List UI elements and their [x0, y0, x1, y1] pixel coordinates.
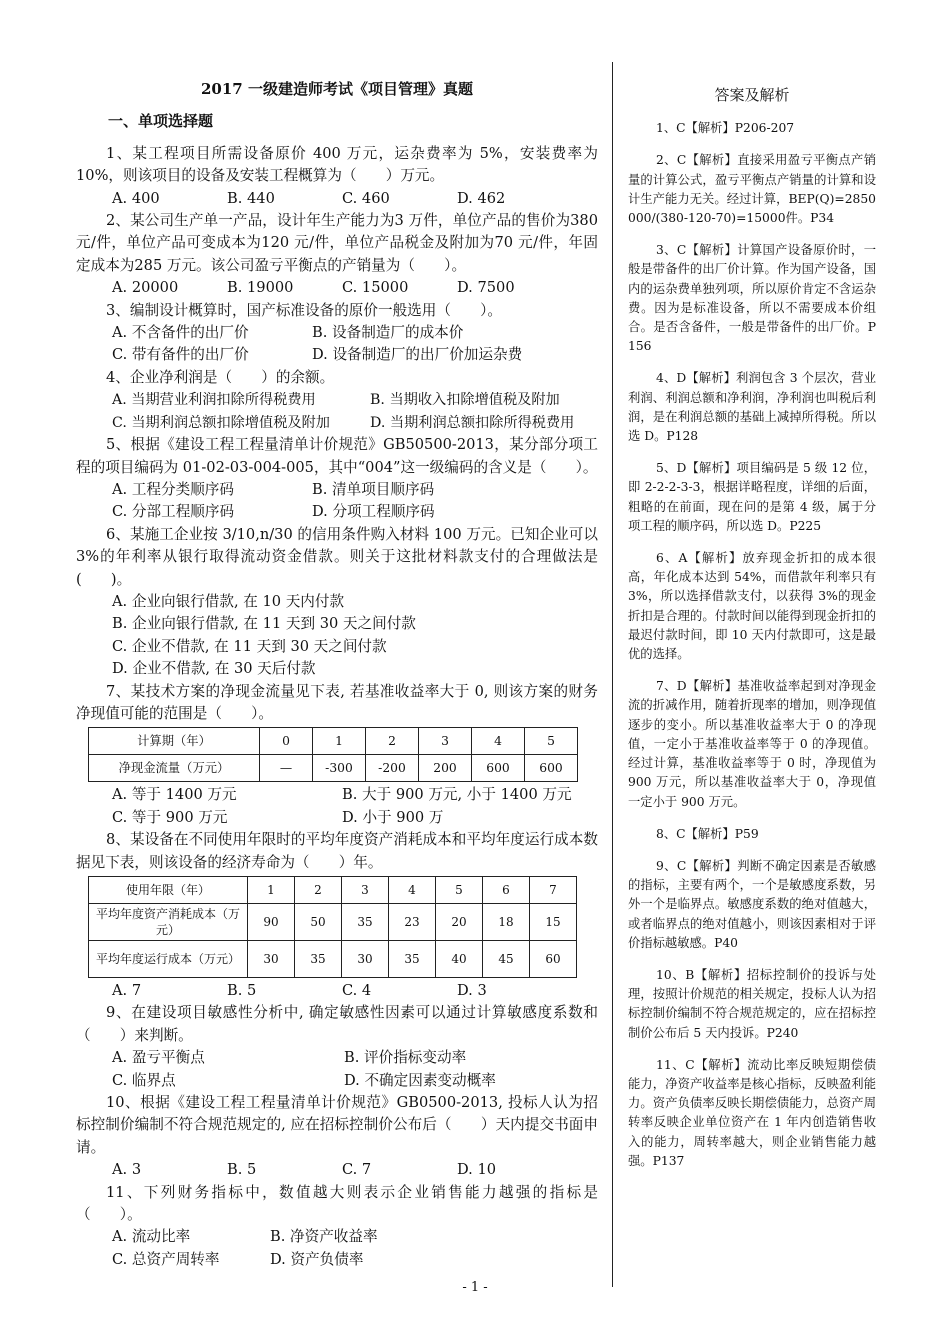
- question-2: 2、某公司生产单一产品，设计年生产能力为3 万件，单位产品的售价为380 元/件，单位产品可变成本为120 元/件，单位产品税金及附加为70 元/件，年固定成本为285 万元。该公司盈亏平衡点的产销量为（ ）。: [76, 212, 598, 274]
- table-cell: 35: [389, 941, 436, 978]
- answer-1: 1、C【解析】P206-207: [656, 121, 795, 136]
- cash-flow-table: [88, 727, 578, 782]
- option: D. 7500: [457, 279, 515, 297]
- option: C. 带有备件的出厂价: [112, 346, 249, 364]
- page-number: - 1 -: [462, 1280, 488, 1295]
- question-3: 3、编制设计概算时，国产标准设备的原价一般选用（ ）。: [106, 301, 503, 319]
- option: C. 7: [342, 1161, 372, 1179]
- cost-table: [88, 876, 577, 978]
- option: C. 分部工程顺序码: [112, 503, 235, 521]
- options-2: [112, 277, 598, 299]
- question-1: 1、某工程项目所需设备原价 400 万元，运杂费率为 5%，安装费率为 10%，则该项目的设备及安装工程概算为（ ）万元。: [76, 144, 598, 185]
- options-10: [112, 1159, 598, 1181]
- table-cell: 6: [483, 877, 530, 904]
- table-cell: 30: [342, 941, 389, 978]
- option: D. 不确定因素变动概率: [344, 1071, 496, 1089]
- table-cell: 600: [472, 755, 525, 782]
- answer-2: 2、C【解析】直接采用盈亏平衡点产销量的计算公式，盈亏平衡点产销量的计算和设计生产能力无关。经过计算，BEP(Q)=2850000/(380-120-70)=15000件。P34: [628, 153, 876, 226]
- table-cell: 1: [313, 728, 366, 755]
- option: A. 流动比率: [112, 1228, 191, 1246]
- option: A. 400: [112, 189, 160, 207]
- section-heading: 一、单项选择题: [108, 112, 214, 131]
- question-11: 11、下列财务指标中，数值越大则表示企业销售能力越强的指标是（ ）。: [76, 1183, 598, 1224]
- table-cell: 平均年度资产消耗成本（万元）: [89, 904, 248, 941]
- table-cell: 平均年度运行成本（万元）: [89, 941, 248, 978]
- table-cell: 600: [525, 755, 578, 782]
- table-cell: 使用年限（年）: [89, 877, 248, 904]
- option: B. 大于 900 万元, 小于 1400 万元: [342, 786, 572, 804]
- option: D. 资产负债率: [270, 1250, 364, 1268]
- table-cell: -300: [313, 755, 366, 782]
- option: A. 20000: [112, 279, 179, 297]
- answer-9: 9、C【解析】判断不确定因素是否敏感的指标，主要有两个，一个是敏感度系数，另外一个是临界点。敏感度系数的绝对值越大，或者临界点的绝对值越小，则该因素相对于评价指标越敏感。P40: [628, 858, 876, 950]
- page-title: 2017 一级建造师考试《项目管理》真题: [201, 80, 473, 98]
- option: B. 设备制造厂的成本价: [312, 324, 464, 342]
- table-cell: 60: [530, 941, 577, 978]
- option: D. 企业不借款, 在 30 天后付款: [112, 660, 316, 678]
- table-cell: 4: [389, 877, 436, 904]
- table-row: [89, 877, 577, 904]
- table-row: [89, 755, 578, 782]
- answers-title: 答案及解析: [714, 86, 790, 104]
- answer-column: [628, 86, 876, 1184]
- table-cell: 1: [248, 877, 295, 904]
- table-cell: 18: [483, 904, 530, 941]
- table-cell: 7: [530, 877, 577, 904]
- option: B. 清单项目顺序码: [312, 480, 435, 498]
- option: B. 评价指标变动率: [344, 1049, 467, 1067]
- table-cell: 50: [295, 904, 342, 941]
- option: C. 企业不借款, 在 11 天到 30 天之间付款: [112, 637, 387, 655]
- option: B. 当期收入扣除增值税及附加: [370, 392, 560, 409]
- option: D. 3: [457, 982, 487, 999]
- table-cell: 0: [260, 728, 313, 755]
- table-cell: 净现金流量（万元）: [89, 755, 260, 782]
- question-10: 10、根据《建设工程工程量清单计价规范》GB0500-2013, 投标人认为招标控制价编制不符合规范规定的, 应在招标控制价公布后（ ）天内提交书面申请。: [76, 1094, 598, 1156]
- table-cell: -200: [366, 755, 419, 782]
- option: A. 不含备件的出厂价: [112, 324, 249, 342]
- table-cell: 5: [436, 877, 483, 904]
- options-1: [112, 188, 598, 210]
- option: C. 等于 900 万元: [112, 808, 228, 826]
- option: C. 总资产周转率: [112, 1250, 220, 1268]
- table-cell: 200: [419, 755, 472, 782]
- option: D. 分项工程顺序码: [312, 503, 435, 521]
- options-4: [112, 389, 598, 434]
- answer-4: 4、D【解析】利润包含 3 个层次，营业利润、利润总额和净利润，净利润也叫税后利润，是在利润总额的基础上减掉所得税。所以选 D。P128: [628, 371, 876, 444]
- table-cell: —: [260, 755, 313, 782]
- answer-10: 10、B【解析】招标控制价的投诉与处理，按照计价规范的相关规定，投标人认为招标控制价编制不符合规范规定的，应在招标控制价公布后 5 天内投诉。P240: [628, 967, 876, 1040]
- table-cell: 5: [525, 728, 578, 755]
- options-8: [112, 980, 598, 1002]
- answer-11: 11、C【解析】流动比率反映短期偿债能力，净资产收益率是核心指标，反映盈利能力。资产负债率反映长期偿债能力，总资产周转率反映企业单位资产在 1 年内创造销售收入的能力，周转率越大，则企业销售能力越强。P137: [628, 1057, 876, 1168]
- option: D. 小于 900 万: [342, 808, 444, 826]
- options-6: [112, 591, 598, 681]
- option: C. 当期利润总额扣除增值税及附加: [112, 414, 330, 431]
- answer-8: 8、C【解析】P59: [656, 826, 759, 841]
- question-column: [76, 78, 598, 1271]
- option: C. 15000: [342, 279, 409, 297]
- options-5: [112, 479, 598, 524]
- table-cell: 20: [436, 904, 483, 941]
- question-4: 4、企业净利润是（ ）的余额。: [106, 368, 335, 386]
- table-cell: 45: [483, 941, 530, 978]
- table-cell: 15: [530, 904, 577, 941]
- option: D. 462: [457, 189, 506, 207]
- question-8: 8、某设备在不同使用年限时的平均年度资产消耗成本和平均年度运行成本数据见下表，则该设备的经济寿命为（ ）年。: [76, 831, 598, 871]
- question-5: 5、根据《建设工程工程量清单计价规范》GB50500-2013，某分部分项工程的项目编码为 01-02-03-004-005，其中“004”这一级编码的含义是（ ）。: [76, 436, 598, 476]
- answer-3: 3、C【解析】计算国产设备原价时，一般是带备件的出厂价计算。作为国产设备，国内的运杂费单独列项，所以原价肯定不含运杂费。因为是标准设备，所以不需要成本价组合。是否含备件，一般是带备件的出厂价。P156: [628, 243, 876, 354]
- option: C. 460: [342, 189, 390, 207]
- option: B. 440: [227, 189, 275, 207]
- question-9: 9、在建设项目敏感性分析中, 确定敏感性因素可以通过计算敏感度系数和（ ）来判断。: [76, 1004, 598, 1044]
- table-cell: 4: [472, 728, 525, 755]
- question-6: 6、某施工企业按 3/10,n/30 的信用条件购入材料 100 万元。已知企业可以 3%的年利率从银行取得流动资金借款。则关于这批材料款支付的合理做法是( )。: [76, 525, 598, 588]
- option: A. 等于 1400 万元: [112, 786, 237, 804]
- table-row: [89, 728, 578, 755]
- table-cell: 90: [248, 904, 295, 941]
- table-cell: 3: [342, 877, 389, 904]
- option: B. 净资产收益率: [270, 1228, 378, 1246]
- options-11: [112, 1226, 598, 1271]
- answer-5: 5、D【解析】项目编码是 5 级 12 位，即 2-2-2-3-3，根据详略程度，详细的后面，粗略的在前面，现在问的是第 4 级，属于分项工程的顺序码，所以选 D。P225: [628, 461, 876, 533]
- options-3: [112, 322, 598, 367]
- table-cell: 2: [366, 728, 419, 755]
- option: B. 5: [227, 1161, 257, 1179]
- table-cell: 计算期（年）: [89, 728, 260, 755]
- question-7: 7、某技术方案的净现金流量见下表, 若基准收益率大于 0, 则该方案的财务净现值可能的范围是（ ）。: [76, 682, 598, 722]
- options-7: [112, 784, 598, 829]
- options-9: [112, 1047, 598, 1092]
- table-cell: 30: [248, 941, 295, 978]
- option: A. 3: [112, 1161, 142, 1179]
- answer-7: 7、D【解析】基准收益率起到对净现金流的折减作用，随着折现率的增加，则净现值逐步的变小。所以基准收益率大于 0 的净现值，一定小于基准收益率等于 0 的净现值。经过计算，基准收益率等于 0 时，净现值为 900 万元，所以基准收益率大于 0，净现值一定小于 900 万元。: [628, 679, 876, 809]
- option: C. 4: [342, 982, 372, 999]
- option: D. 设备制造厂的出厂价加运杂费: [312, 346, 523, 364]
- option: A. 工程分类顺序码: [112, 480, 234, 498]
- option: D. 当期利润总额扣除所得税费用: [370, 414, 575, 431]
- table-cell: 40: [436, 941, 483, 978]
- table-row: [89, 941, 577, 978]
- option: A. 当期营业利润扣除所得税费用: [112, 392, 316, 409]
- option: B. 19000: [227, 279, 294, 297]
- table-cell: 3: [419, 728, 472, 755]
- option: B. 企业向银行借款, 在 11 天到 30 天之间付款: [112, 615, 416, 633]
- column-divider: [612, 62, 613, 1287]
- option: A. 盈亏平衡点: [112, 1049, 205, 1067]
- option: A. 企业向银行借款, 在 10 天内付款: [112, 592, 345, 610]
- answer-6: 6、A【解析】放弃现金折扣的成本很高，年化成本达到 54%，而借款年利率只有 3%，所以选择借款支付，以获得 3%的现金折扣是合理的。付款时间以能得到现金折扣的最迟付款时间，即 10 天内付款即可，这是最优的选择。: [628, 551, 876, 662]
- table-row: [89, 904, 577, 941]
- table-cell: 23: [389, 904, 436, 941]
- table-cell: 35: [342, 904, 389, 941]
- table-cell: 35: [295, 941, 342, 978]
- table-cell: 2: [295, 877, 342, 904]
- option: B. 5: [227, 982, 257, 999]
- option: D. 10: [457, 1161, 497, 1179]
- option: A. 7: [112, 982, 142, 999]
- option: C. 临界点: [112, 1071, 176, 1089]
